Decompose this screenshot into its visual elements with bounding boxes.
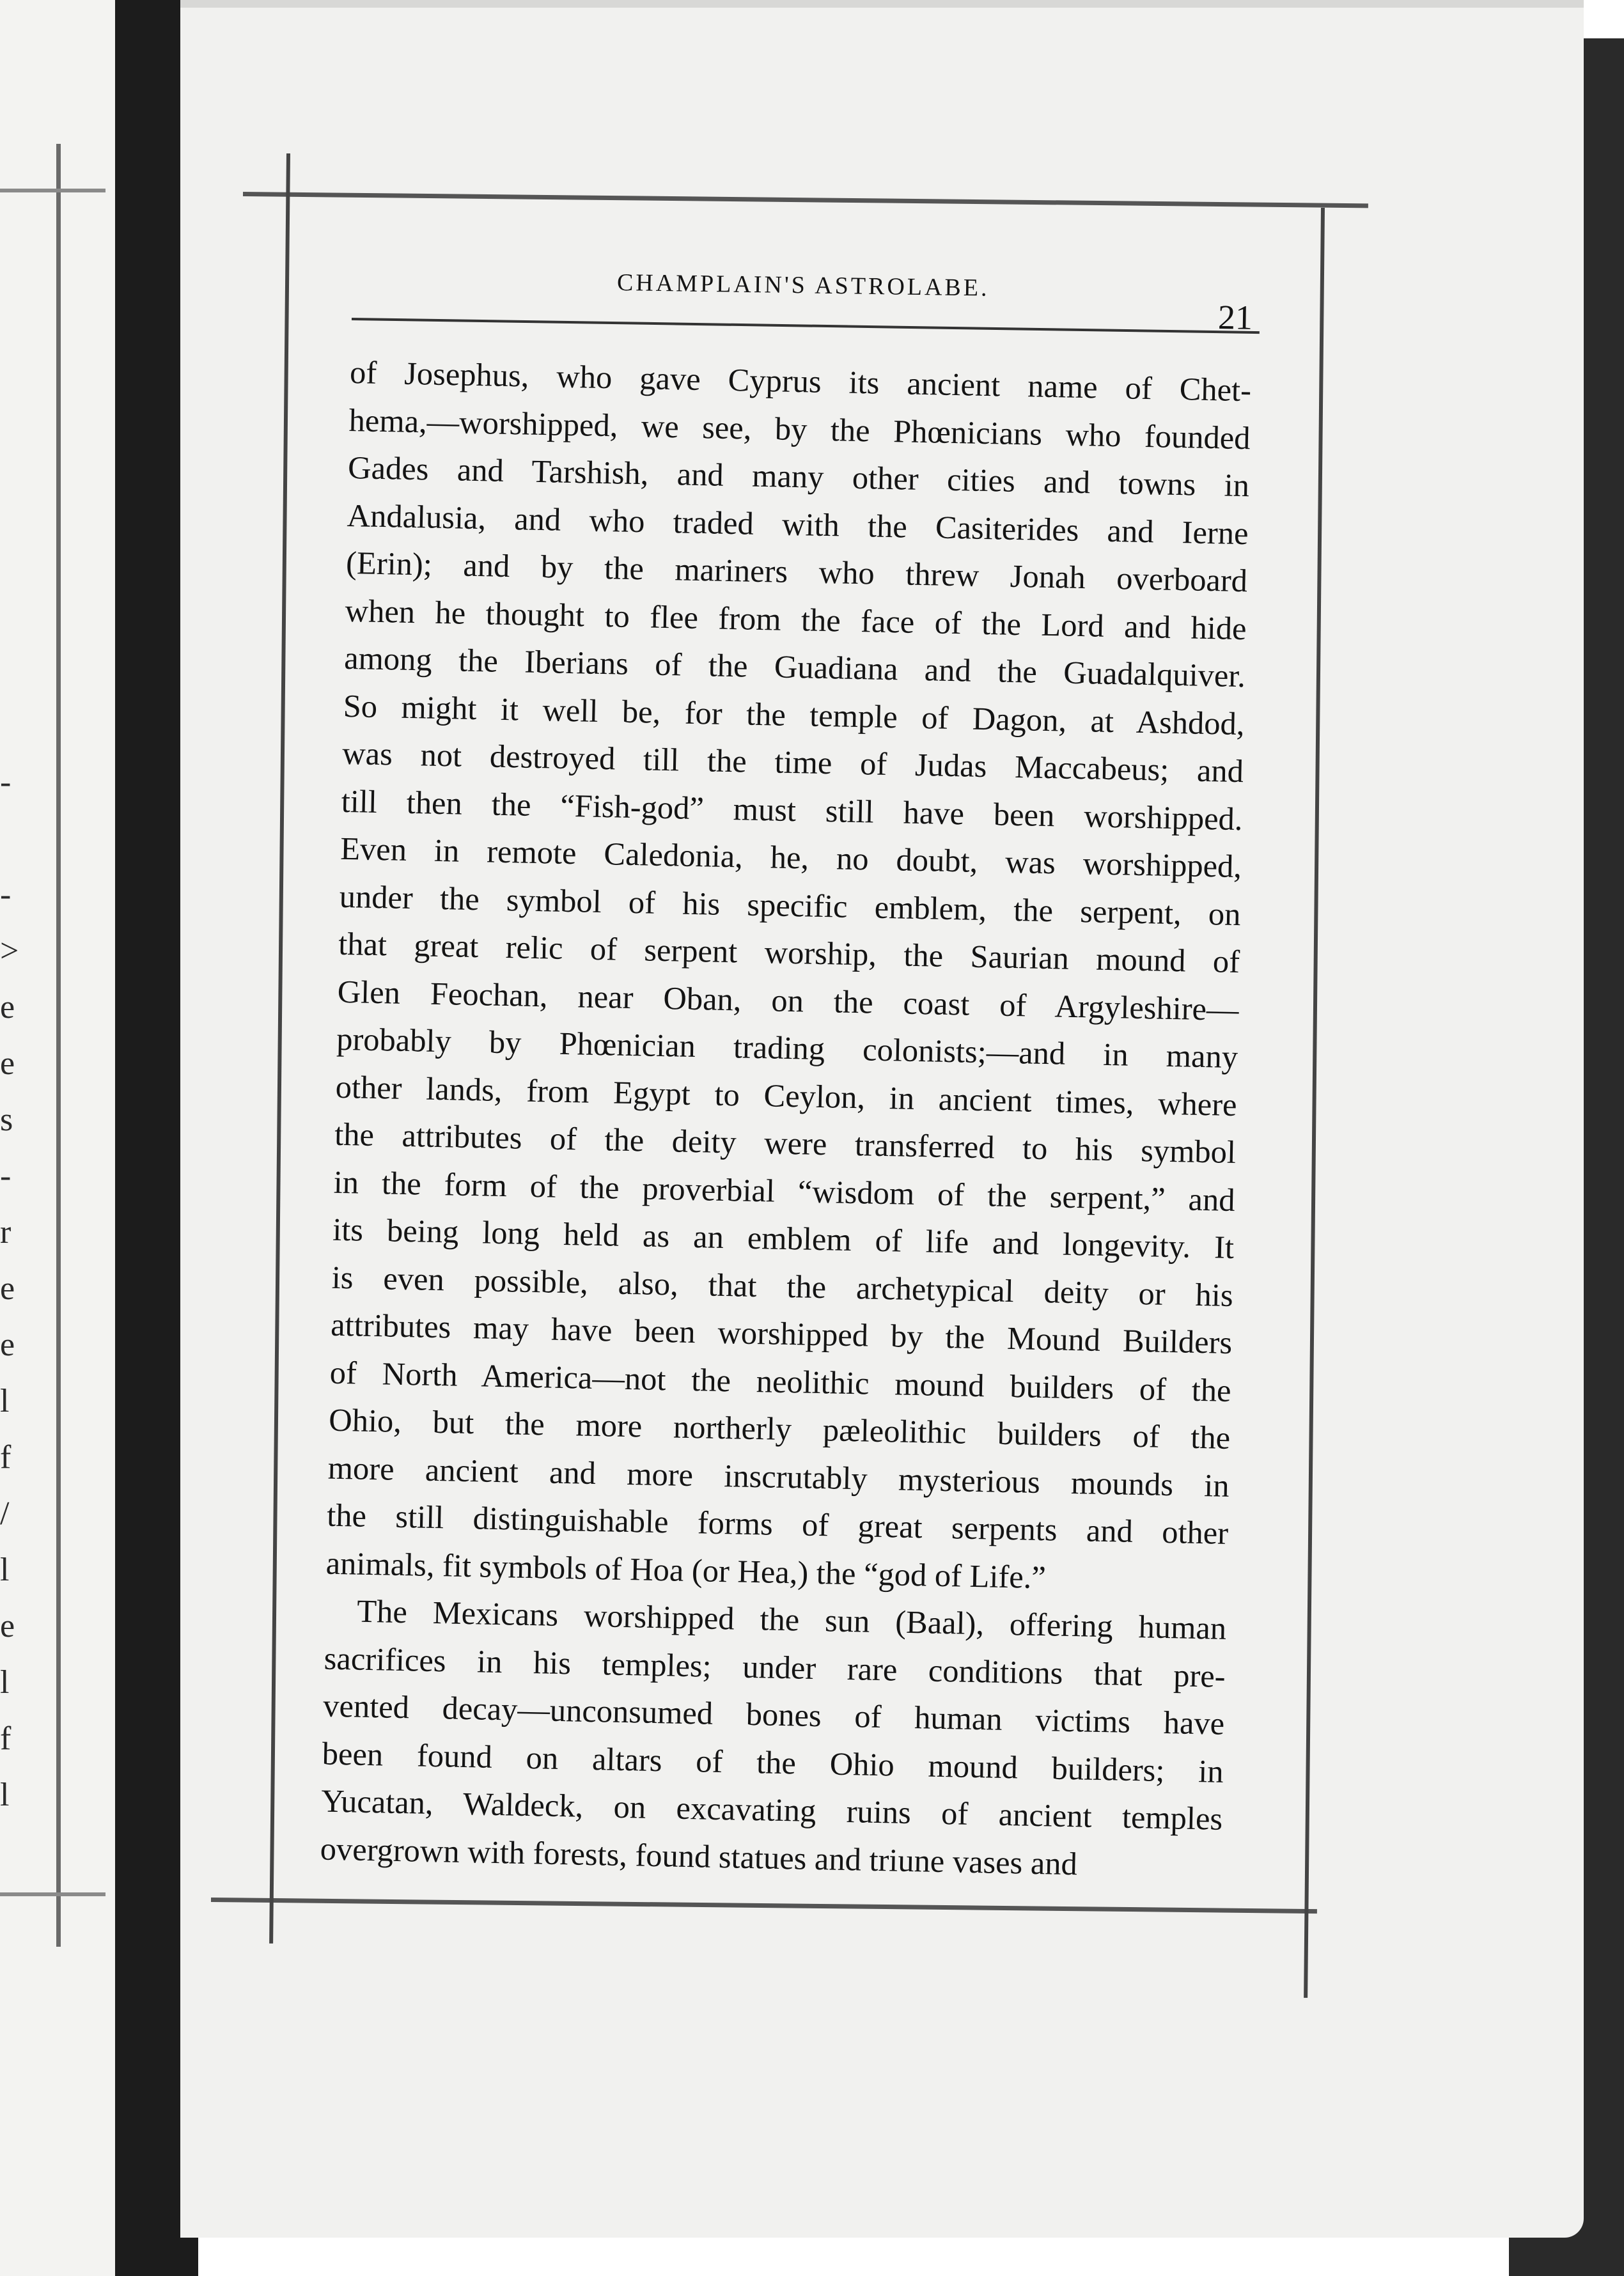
facing-page-frame-rule	[56, 144, 61, 1947]
text-line: more ancient and more inscrutably mysterious mounds in	[327, 1449, 1230, 1504]
edge-letter: e	[0, 989, 15, 1025]
text-line: that great relic of serpent worship, the Saurian mound of	[338, 925, 1240, 980]
text-line: its being long held as an emblem of life and longevity. It	[332, 1211, 1235, 1266]
text-line: The Mexicans worshipped the sun (Baal), offering human	[356, 1593, 1227, 1646]
edge-letter: e	[0, 1608, 15, 1644]
text-line: of Josephus, who gave Cyprus its ancient name of Chet-	[349, 354, 1252, 409]
text-line: Ohio, but the more northerly pæleolithic builders of the	[328, 1401, 1231, 1456]
text-line: (Erin); and by the mariners who threw Jonah overboard	[345, 544, 1248, 599]
edge-letter: l	[0, 1383, 10, 1419]
running-head: CHAMPLAIN'S ASTROLABE.	[616, 269, 990, 302]
text-line: Andalusia, and who traded with the Casiterides and Ierne	[347, 497, 1249, 551]
text-line: Even in remote Caledonia, he, no doubt, was worshipped,	[340, 830, 1242, 885]
text-line: is even possible, also, that the archetypical deity or his	[331, 1259, 1234, 1313]
edge-letter: l	[0, 1777, 10, 1813]
text-line: been found on altars of the Ohio mound builders; in	[322, 1735, 1224, 1789]
edge-letter: -	[0, 877, 12, 913]
text-line: Yucatan, Waldeck, on excavating ruins of ancient temples	[320, 1782, 1223, 1837]
edge-letter: l	[0, 1552, 10, 1588]
text-line: in the form of the proverbial “wisdom of the serpent,” and	[333, 1164, 1236, 1218]
edge-letter: -	[0, 1158, 12, 1194]
text-line: other lands, from Egypt to Ceylon, in ancient times, where	[335, 1068, 1238, 1123]
text-line: animals, fit symbols of Hoa (or Hea,) the “god of Life.”	[325, 1545, 1047, 1595]
page-number: 21	[1217, 298, 1253, 337]
facing-page-top-rule	[0, 189, 105, 192]
edge-letter: -	[0, 764, 12, 800]
edge-letter: /	[0, 1495, 10, 1532]
text-line: probably by Phœnician trading colonists;—and in many	[336, 1020, 1238, 1075]
text-line: among the Iberians of the Guadiana and the Guadalquiver.	[343, 639, 1246, 694]
text-line: attributes may have been worshipped by the Mound Builders	[330, 1306, 1233, 1360]
text-line: was not destroyed till the time of Judas Maccabeus; and	[341, 735, 1244, 790]
text-line: overgrown with forests, found statues and triune vases and	[320, 1830, 1078, 1882]
paragraph-1	[325, 348, 1252, 1605]
edge-letter: l	[0, 1664, 10, 1701]
text-line: Glen Feochan, near Oban, on the coast of Argyleshire—	[337, 973, 1240, 1027]
text-line: the attributes of the deity were transferred to his symbol	[334, 1116, 1237, 1171]
body-text	[320, 348, 1252, 1890]
text-line: when he thought to flee from the face of the Lord and hide	[345, 592, 1247, 646]
edge-letter: e	[0, 1327, 15, 1363]
edge-letter: r	[0, 1214, 12, 1251]
page-top-shadow	[180, 0, 1584, 8]
edge-letter: f	[0, 1720, 12, 1757]
text-line: of North America—not the neolithic mound builders of the	[329, 1354, 1232, 1408]
edge-letter: s	[0, 1102, 13, 1138]
text-line: Gades and Tarshish, and many other cities and towns in	[347, 449, 1250, 504]
text-line: sacrifices in his temples; under rare conditions that pre-	[324, 1640, 1226, 1694]
text-line: under the symbol of his specific emblem, the serpent, on	[339, 878, 1242, 932]
edge-letter: f	[0, 1439, 12, 1476]
text-line: vented decay—unconsumed bones of human victims have	[322, 1687, 1225, 1742]
text-line: till then the “Fish-god” must still have been worshipped.	[341, 783, 1244, 837]
paragraph-2	[320, 1587, 1227, 1890]
facing-page-edge-text	[0, 754, 19, 1823]
edge-letter: e	[0, 1270, 15, 1307]
facing-page-bottom-rule	[0, 1892, 105, 1896]
edge-letter: >	[0, 933, 19, 969]
text-line: hema,—worshipped, we see, by the Phœnicians who founded	[348, 401, 1251, 456]
text-line: So might it well be, for the temple of Dagon, at Ashdod,	[343, 687, 1245, 742]
edge-letter: e	[0, 1045, 15, 1082]
text-line: the still distinguishable forms of great serpents and other	[326, 1497, 1229, 1551]
edge-letter	[0, 811, 19, 867]
